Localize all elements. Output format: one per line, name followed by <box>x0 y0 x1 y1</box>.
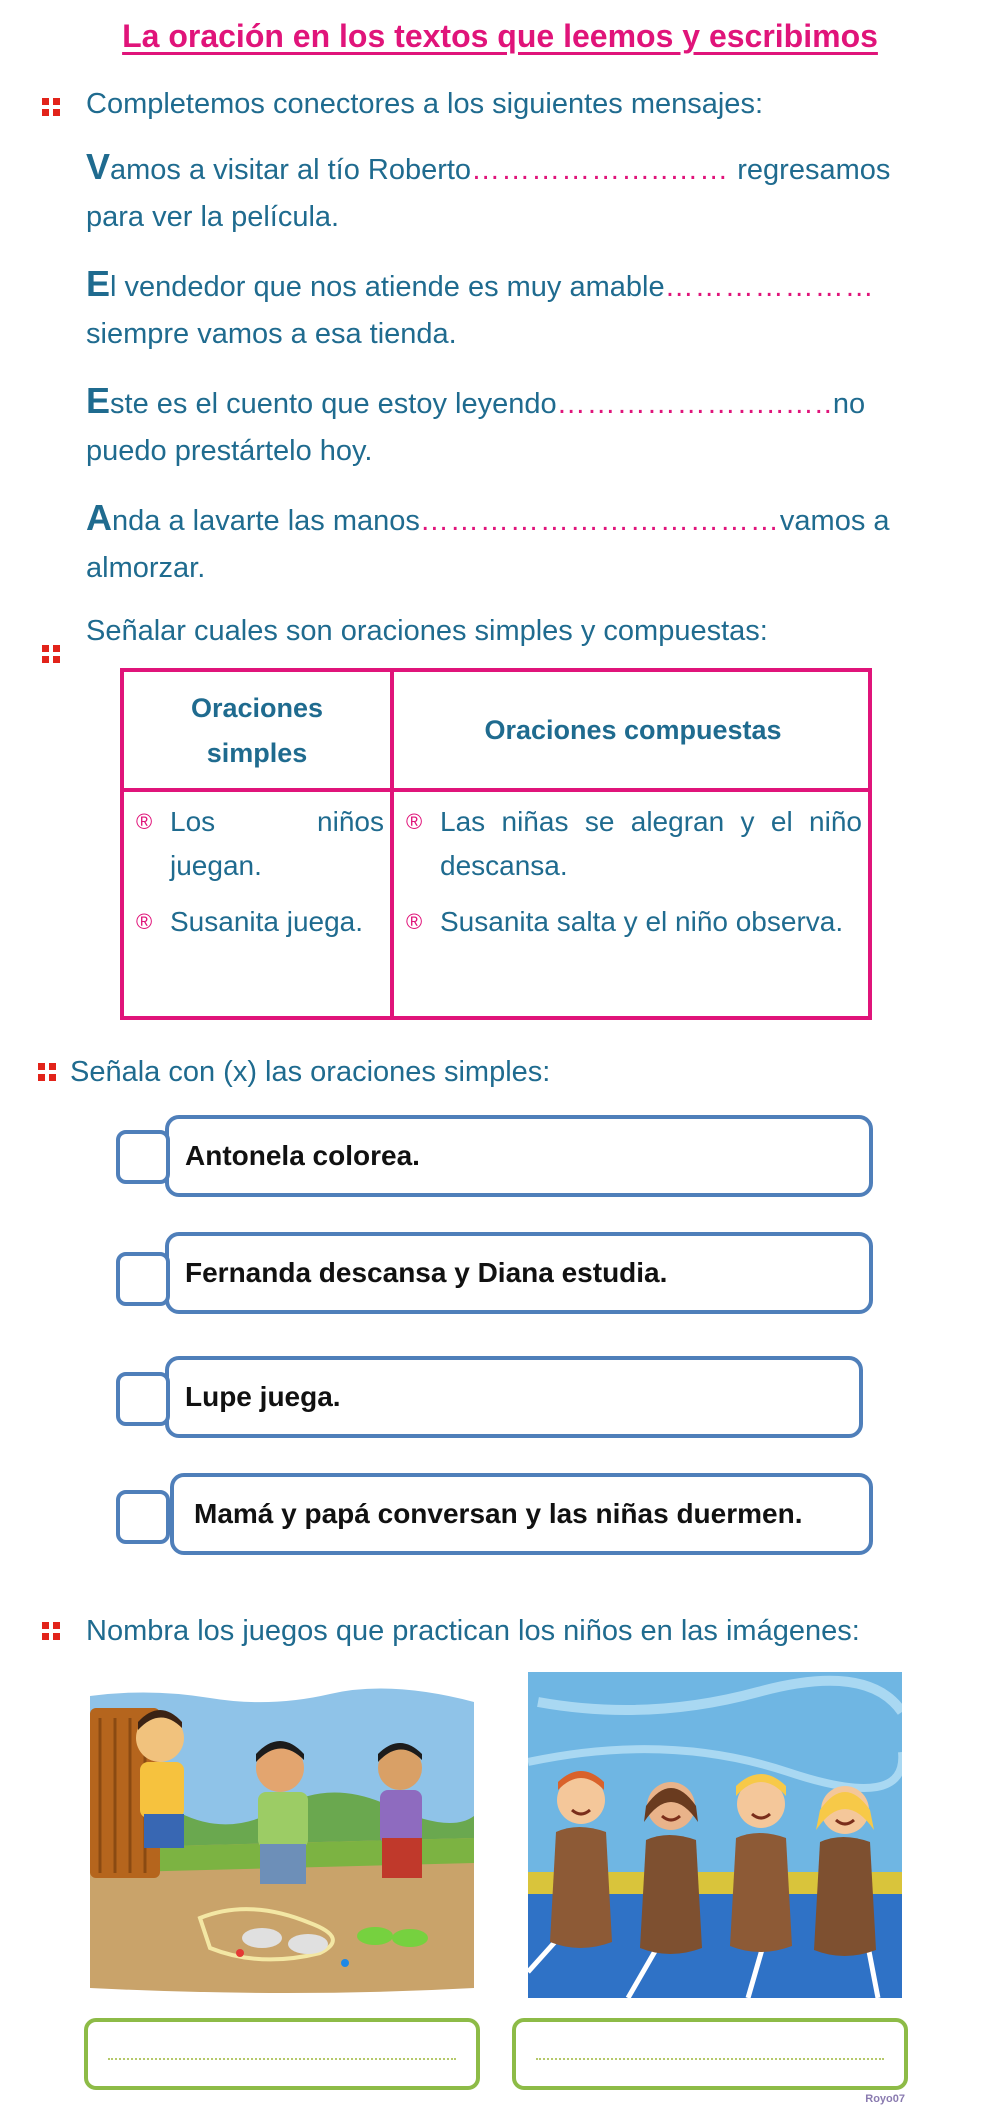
simple-item <box>136 900 384 944</box>
compound-sentence: Susanita salta y el niño observa. <box>440 906 844 937</box>
blank-connector[interactable]: ……………………………… <box>419 505 780 537</box>
option-checkbox[interactable] <box>116 1372 170 1426</box>
table-divider <box>124 788 868 792</box>
sentence-initial: V <box>86 146 111 187</box>
sentence-initial: A <box>86 497 112 538</box>
sentence-1 <box>86 143 946 241</box>
sentence-initial: E <box>86 380 111 421</box>
blank-connector[interactable]: ………………..…… <box>471 154 730 186</box>
bullet-r-icon: ® <box>406 809 423 834</box>
section4-instruction: Nombra los juegos que practican los niños en las imágenes: <box>86 1615 860 1647</box>
classification-table <box>120 668 872 1020</box>
answer-field-1[interactable] <box>84 2018 480 2090</box>
option-pill: Antonela colorea. <box>165 1115 873 1197</box>
option-pill: Lupe juega. <box>165 1356 863 1438</box>
answer-field-2[interactable] <box>512 2018 908 2090</box>
bullet-r-icon: ® <box>406 909 423 934</box>
sentence-text: vamos a almorzar. <box>86 505 890 584</box>
compound-sentence: Las niñas se alegran y el niño descansa. <box>440 806 862 881</box>
sentence-2 <box>86 260 946 358</box>
bullet-icon <box>42 98 60 116</box>
option-pill: Fernanda descansa y Diana estudia. <box>165 1232 873 1314</box>
sentence-text: siempre vamos a esa tienda. <box>86 318 457 350</box>
bullet-r-icon: ® <box>136 909 153 934</box>
children-sack-race-image <box>528 1672 902 1998</box>
author-credit: Royo07 <box>865 2093 905 2105</box>
simple-sentence: Susanita juega. <box>170 906 364 937</box>
sentence-text: ste es el cuento que estoy leyendo <box>110 388 557 420</box>
blank-connector[interactable]: ………………… <box>664 271 875 303</box>
sentence-3 <box>86 377 946 475</box>
compound-item <box>406 800 862 888</box>
sentence-text: regresamos para ver la película. <box>86 154 891 233</box>
header-compound: Oraciones compuestas <box>484 715 782 745</box>
sentence-text: no puedo prestártelo hoy. <box>86 388 866 467</box>
bullet-icon <box>42 645 60 663</box>
option-checkbox[interactable] <box>116 1252 170 1306</box>
section3-instruction: Señala con (x) las oraciones simples: <box>70 1056 551 1088</box>
option-pill: Mamá y papá conversan y las niñas duermen. <box>170 1473 873 1555</box>
sentence-4 <box>86 494 946 592</box>
option-checkbox[interactable] <box>116 1130 170 1184</box>
bullet-icon <box>38 1063 56 1081</box>
sentence-text: nda a lavarte las manos <box>112 505 420 537</box>
blank-connector[interactable]: …………………..….. <box>556 388 833 420</box>
sentence-initial: E <box>86 263 111 304</box>
simple-item <box>136 800 384 888</box>
simple-sentence: Los niños juegan. <box>170 806 384 881</box>
sentence-text: amos a visitar al tío Roberto <box>110 154 472 186</box>
page-title: La oración en los textos que leemos y escribimos <box>122 18 878 54</box>
header-simple: Oraciones simples <box>190 693 324 768</box>
section2-instruction: Señalar cuales son oraciones simples y compuestas: <box>86 615 768 647</box>
sentence-text: l vendedor que nos atiende es muy amable <box>110 271 665 303</box>
children-playing-marbles-image <box>90 1688 474 1998</box>
bullet-r-icon: ® <box>136 809 153 834</box>
section1-instruction: Completemos conectores a los siguientes mensajes: <box>86 88 763 120</box>
option-checkbox[interactable] <box>116 1490 170 1544</box>
bullet-icon <box>42 1622 60 1640</box>
compound-item <box>406 900 862 944</box>
